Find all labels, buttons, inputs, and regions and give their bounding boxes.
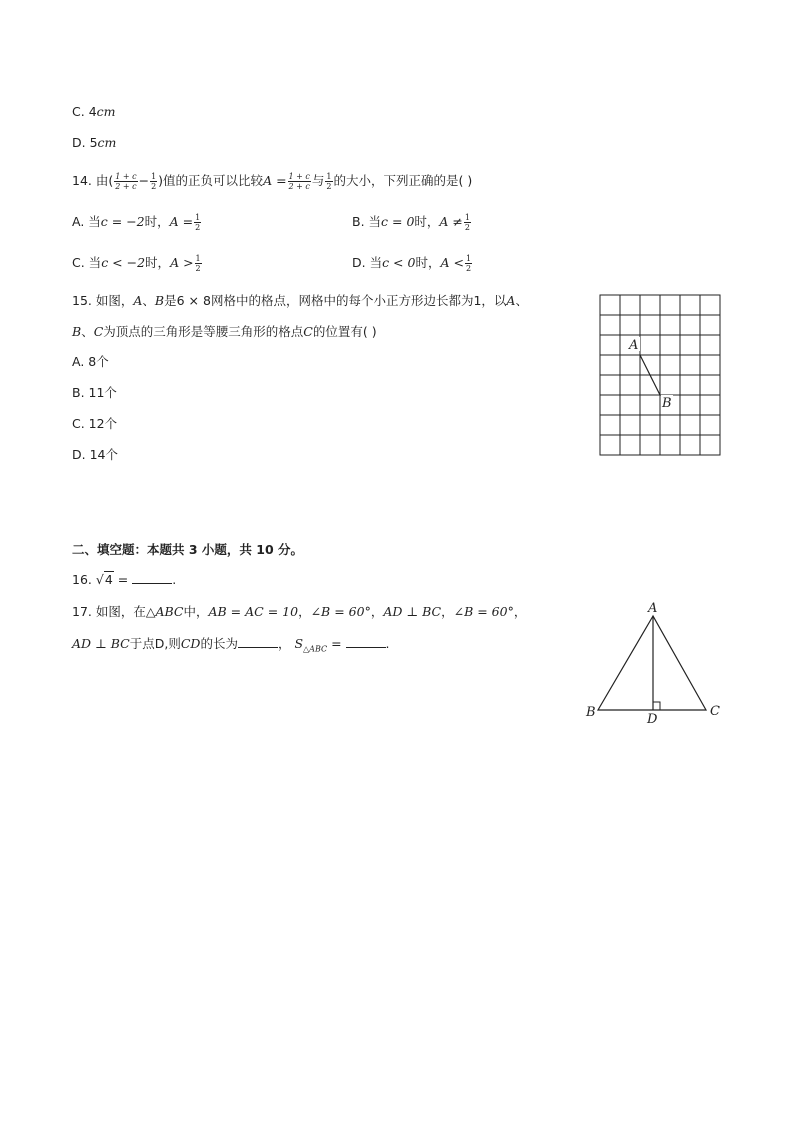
q17-triangle-figure: [580, 596, 730, 728]
fraction: [114, 172, 137, 191]
q15-option: C. 12个: [72, 416, 118, 431]
q15-stem-line2: [72, 324, 377, 340]
q14-option-a: [72, 211, 202, 233]
numerator: 1: [326, 172, 332, 181]
equals-sign: =: [327, 636, 346, 651]
q14-option-c: [72, 252, 203, 274]
denominator: 2 + c: [288, 182, 310, 191]
q15-text: 、: [515, 293, 528, 308]
q15-stem-line1: [72, 293, 528, 309]
q14-stem: [72, 170, 472, 192]
math-expression: A ≠: [439, 214, 463, 229]
numerator: 1: [195, 213, 201, 222]
q15-text: 的位置有( ): [312, 324, 377, 339]
denominator: 2 + c: [115, 182, 137, 191]
q15-text: 网格中的格点，网格中的每个小正方形边长都为1，以: [210, 293, 507, 308]
point-d-label: D: [647, 712, 658, 727]
math-expression: AD ⊥ BC: [383, 604, 442, 619]
math-expression: A <: [440, 255, 464, 270]
q15-option: D. 14个: [72, 447, 118, 462]
sqrt-symbol: √: [95, 572, 104, 587]
denominator: 2: [195, 223, 201, 232]
q17-text: ，: [298, 604, 311, 619]
denominator: 2: [465, 264, 472, 273]
option-label: C. 当: [72, 255, 102, 270]
q14-option-b: [352, 211, 472, 233]
period: .: [172, 572, 177, 587]
math-expression: △ABC: [145, 604, 184, 619]
q13-option-d: [72, 135, 116, 151]
q17-text: ，: [370, 604, 384, 619]
q13-option-c: [72, 104, 116, 120]
math-expression: c < −2: [101, 255, 146, 270]
math-expression: A =: [169, 214, 194, 229]
math-expression: 6 × 8: [176, 293, 211, 308]
answer-blank-cd[interactable]: [238, 635, 278, 648]
q17-stem-line2: [72, 635, 390, 658]
q15-text: 为顶点的三角形是等腰三角形的格点: [103, 324, 304, 339]
point-label: A: [133, 293, 143, 308]
q17-text: 中，: [183, 604, 209, 619]
denominator: 2: [151, 182, 157, 191]
q17-text: ，: [513, 604, 527, 619]
minus-sign: −: [138, 173, 150, 188]
q14-text: 与: [311, 173, 325, 188]
q17-text: 于点D,则: [129, 636, 181, 651]
vertex-b-label: B: [586, 705, 596, 720]
option-label: C.: [72, 104, 89, 119]
q17-text: ，: [441, 604, 454, 619]
section-title: 二、填空题：本题共 3 小题，共 10 分。: [72, 542, 304, 557]
math-expression: AD ⊥ BC: [72, 636, 130, 651]
area-symbol: S: [294, 636, 304, 651]
q17-stem-line1: [72, 604, 526, 620]
math-expression: ∠B = 60°: [453, 604, 514, 619]
q14-text: 的大小，下列正确的是( ): [333, 173, 473, 188]
q17-text: 17. 如图，在: [72, 604, 146, 619]
numerator: 1: [195, 254, 201, 263]
option-value: 4: [88, 104, 97, 119]
math-expression: ∠B = 60°: [310, 604, 371, 619]
q15-text: 15. 如图，: [72, 293, 134, 308]
math-expression: c = −2: [100, 214, 145, 229]
fraction: [464, 213, 471, 232]
option-label: A. 当: [72, 214, 101, 229]
point-label: B: [154, 293, 165, 308]
math-expression: CD: [180, 636, 201, 651]
q15-text: 是: [164, 293, 177, 308]
fraction: [194, 213, 201, 232]
period: .: [385, 636, 390, 651]
q17-text: 的长为: [200, 636, 238, 651]
q15-text: 、: [142, 293, 155, 308]
option-label: D.: [72, 135, 90, 150]
q15-option: A. 8个: [72, 354, 109, 369]
math-expression: A =: [263, 173, 287, 188]
point-label: C: [93, 324, 104, 339]
right-angle-mark: [653, 702, 660, 710]
question-number: 16.: [72, 572, 96, 587]
point-label: B: [72, 324, 82, 339]
answer-blank-area[interactable]: [346, 635, 386, 648]
option-unit: cm: [97, 135, 117, 150]
q15-text: 、: [81, 324, 94, 339]
fraction: [325, 172, 332, 191]
denominator: 2: [464, 223, 470, 232]
q15-option: B. 11个: [72, 385, 117, 400]
point-label: A: [506, 293, 516, 308]
numerator: 1: [151, 172, 157, 181]
answer-blank[interactable]: [132, 571, 172, 584]
numerator: 1: [465, 254, 472, 263]
option-value: 5: [89, 135, 98, 150]
fraction: [150, 172, 157, 191]
fraction: [288, 172, 311, 191]
vertex-a-label: A: [648, 601, 658, 616]
fraction: [195, 254, 202, 273]
fraction: [465, 254, 472, 273]
math-expression: AB = AC = 10: [208, 604, 299, 619]
denominator: 2: [326, 182, 332, 191]
q17-text: ，: [277, 636, 291, 651]
numerator: 1 + c: [288, 172, 310, 181]
numerator: 1: [464, 213, 470, 222]
math-expression: c < 0: [382, 255, 416, 270]
option-text: 时，: [144, 214, 170, 229]
q16-stem: [72, 571, 176, 589]
equals-sign: =: [113, 572, 129, 587]
vertex-c-label: C: [710, 704, 720, 719]
option-text: 时，: [414, 214, 440, 229]
option-unit: cm: [96, 104, 116, 119]
point-b-label: B: [662, 396, 672, 411]
option-label: B. 当: [352, 214, 382, 229]
math-expression: A >: [170, 255, 194, 270]
point-a-label: A: [629, 338, 639, 353]
q15-grid-figure: [598, 293, 722, 457]
q14-text: )值的正负可以比较: [158, 173, 264, 188]
radicand: 4: [104, 572, 113, 587]
numerator: 1 + c: [115, 172, 137, 181]
option-text: 时，: [145, 255, 171, 270]
option-text: 时，: [415, 255, 441, 270]
q14-option-d: [352, 252, 473, 274]
point-label: C: [303, 324, 313, 339]
denominator: 2: [195, 264, 201, 273]
math-expression: c = 0: [381, 214, 415, 229]
q14-prefix: 14. 由(: [72, 173, 114, 188]
triangle-abc: [598, 616, 706, 710]
option-label: D. 当: [352, 255, 383, 270]
grid-lines: [600, 295, 720, 455]
area-subscript: △ABC: [303, 644, 328, 654]
